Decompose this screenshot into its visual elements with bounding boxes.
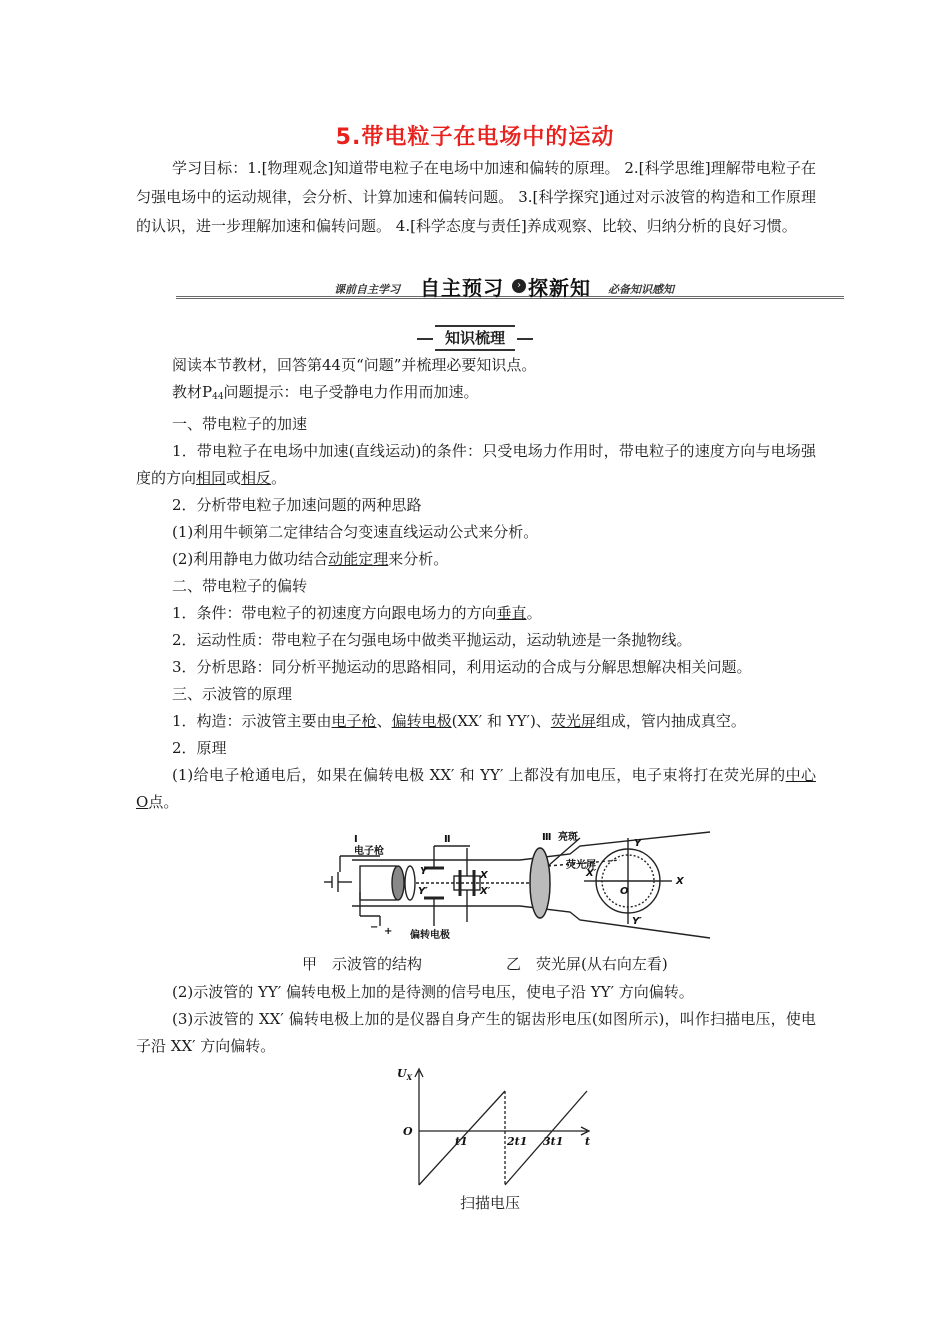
fig1-label-plates: 偏转电极 xyxy=(410,930,450,941)
paragraph: (2)利用静电力做功结合动能定理来分析。 xyxy=(172,550,449,568)
fig1-label-II: Ⅱ xyxy=(444,834,451,845)
banner-title-2: 探新知 xyxy=(528,276,591,300)
fig2-tick-1: t1 xyxy=(455,1135,468,1148)
fig2-ylabel: $U_X$ xyxy=(397,1067,413,1082)
paragraph: (2)示波管的 YY′ 偏转电极上加的是待测的信号电压，使电子沿 YY′ 方向偏转。 xyxy=(172,983,694,1001)
fig1-label-X-front: X xyxy=(676,876,684,887)
fig1-label-I: Ⅰ xyxy=(354,834,358,845)
fig1-label-minus: − xyxy=(370,922,379,933)
fig2-tick-2: 2t1 xyxy=(507,1135,528,1148)
fig1-label-screen: 荧光屏 xyxy=(566,860,596,871)
fig1-label-Yp: Y′ xyxy=(418,886,428,897)
sweep-voltage-graph xyxy=(395,1065,595,1195)
banner-right-label: 必备知识感知 xyxy=(608,283,674,296)
section-banner xyxy=(176,272,844,302)
oscilloscope-tube-diagram xyxy=(320,826,800,946)
banner-left-label: 课前自主学习 xyxy=(334,283,400,296)
paragraph: (3)示波管的 XX′ 偏转电极上加的是仪器自身产生的锯齿形电压(如图所示)，叫作扫描电压，使电子沿 XX′ 方向偏转。 xyxy=(136,1010,816,1055)
fig1-label-gun: 电子枪 xyxy=(354,846,384,857)
fig1-label-plus: + xyxy=(384,926,393,937)
figure1-caption-right: 乙 荧光屏(从右向左看) xyxy=(506,955,668,973)
paragraph: (1)给电子枪通电后，如果在偏转电极 XX′ 和 YY′ 上都没有加电压，电子束将打在荧光屏的中心 O点。 xyxy=(136,766,816,811)
paragraph: 1．条件：带电粒子的初速度方向跟电场力的方向垂直。 xyxy=(172,604,542,622)
learning-goals: 学习目标：1.[物理观念]知道带电粒子在电场中加速和偏转的原理。 2.[科学思维]理解带电粒子在匀强电场中的运动规律，会分析、计算加速和偏转问题。 3.[科学探究]通过对示波管的构造和工作原理的认识，进一步理解加速和偏转问题。 4.[科学态度与责任]养成观察、比较、归纳分析的良好习惯。 xyxy=(136,159,816,235)
paragraph: 3．分析思路：同分析平抛运动的思路相同，利用运动的合成与分解思想解决相关问题。 xyxy=(172,658,752,676)
figure1-caption-left: 甲 示波管的结构 xyxy=(302,955,423,973)
main-text-2 xyxy=(136,979,816,1060)
paragraph: 教材$P_{44}$问题提示：电子受静电力作用而加速。 xyxy=(172,383,479,402)
banner-title-1: 自主预习 xyxy=(420,276,504,300)
subheading: 二、带电粒子的偏转 xyxy=(172,577,308,595)
fig1-label-spot: 亮斑 xyxy=(558,832,578,843)
section-heading-label: 知识梳理 xyxy=(435,325,515,351)
fig1-label-Y: Y xyxy=(420,866,428,877)
paragraph: 1．构造：示波管主要由电子枪、偏转电极(XX′ 和 YY′)、荧光屏组成，管内抽成真空。 xyxy=(172,712,746,730)
page-title: 5.带电粒子在电场中的运动 xyxy=(335,125,615,150)
banner-rule xyxy=(176,296,844,299)
fig1-label-Xp-front: X′ xyxy=(586,868,597,879)
fig1-label-O: O xyxy=(620,886,629,897)
paragraph: 1．带电粒子在电场中加速(直线运动)的条件：只受电场力作用时，带电粒子的速度方向与电场强度的方向相同或相反。 xyxy=(136,442,816,487)
fig1-label-Y-front: Y xyxy=(634,838,642,849)
fig1-label-X: X xyxy=(480,870,488,881)
paragraph: 2．原理 xyxy=(172,739,227,757)
paragraph: 2．分析带电粒子加速问题的两种思路 xyxy=(172,496,422,514)
chevron-right-icon: › xyxy=(512,279,526,293)
paragraph: 阅读本节教材，回答第44页“问题”并梳理必要知识点。 xyxy=(172,356,537,374)
paragraph: 2．运动性质：带电粒子在匀强电场中做类平抛运动，运动轨迹是一条抛物线。 xyxy=(172,631,692,649)
fig2-xlabel: t xyxy=(585,1135,591,1148)
section-heading xyxy=(0,325,950,351)
subheading: 三、示波管的原理 xyxy=(172,685,293,703)
main-text xyxy=(136,352,816,816)
fig1-label-III: Ⅲ xyxy=(542,832,552,843)
fig1-label-Xp: X′ xyxy=(480,886,491,897)
figure2-caption: 扫描电压 xyxy=(460,1194,521,1212)
fig2-tick-3: 3t1 xyxy=(543,1135,564,1148)
fig2-origin: O xyxy=(403,1125,413,1138)
fig1-label-Yp-front: Y′ xyxy=(632,916,642,927)
paragraph: (1)利用牛顿第二定律结合匀变速直线运动公式来分析。 xyxy=(172,523,539,541)
subheading: 一、带电粒子的加速 xyxy=(172,415,308,433)
